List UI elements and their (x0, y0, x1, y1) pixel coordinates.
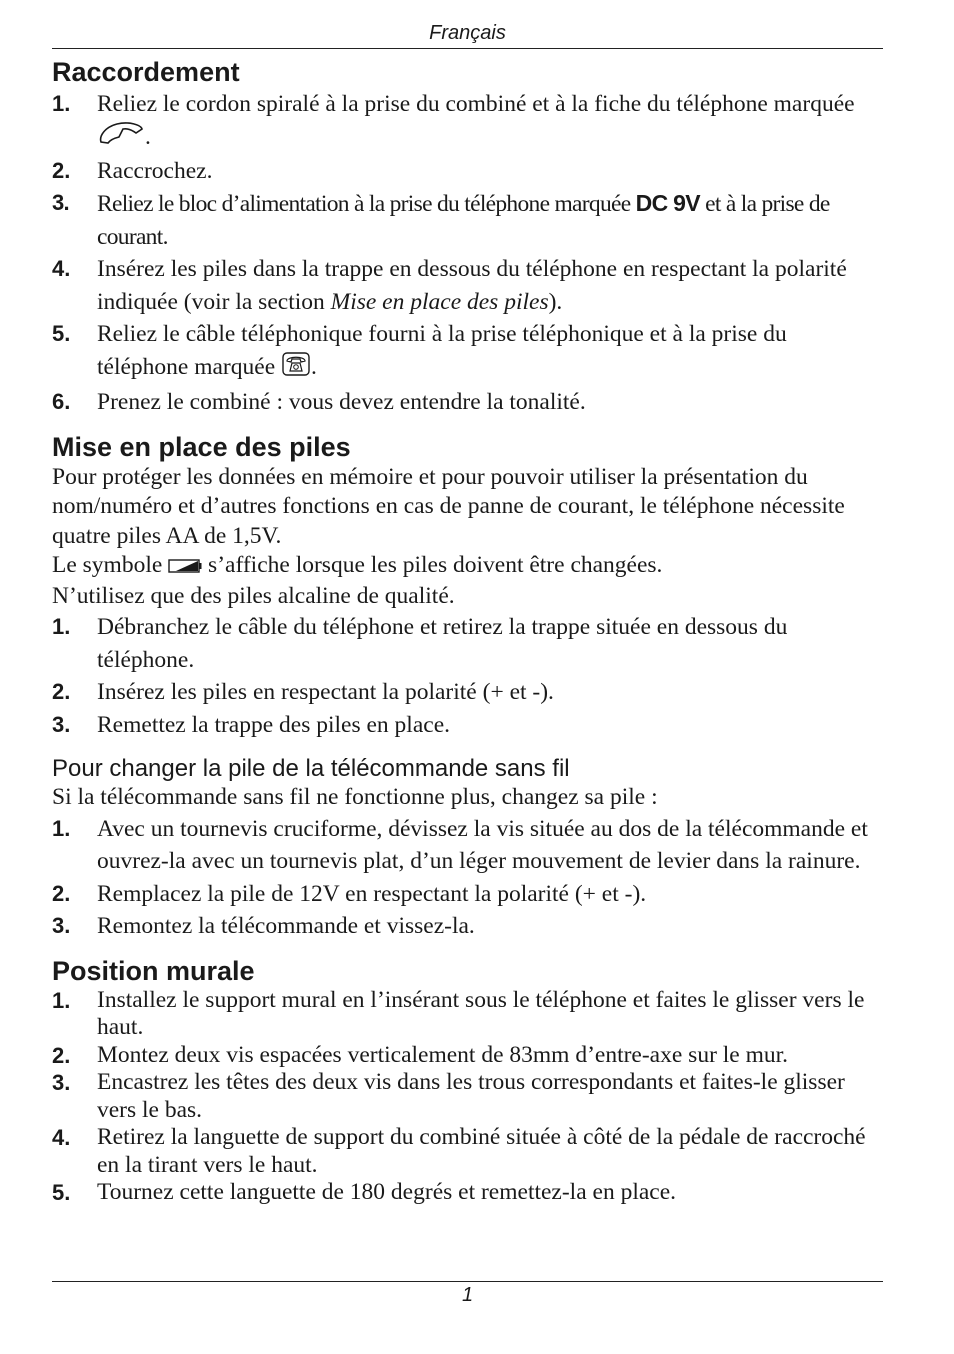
step-text: Reliez le câble téléphonique fourni à la prise téléphonique et à la prise du téléphone marquée (97, 321, 787, 380)
list-item (52, 611, 883, 676)
step-end: . (311, 354, 317, 380)
manual-page (52, 0, 883, 1354)
step-number: 1. (52, 614, 71, 640)
step-end: et à la prise de courant. (97, 191, 830, 250)
list-item (52, 253, 883, 318)
piles-symbol-line (52, 551, 883, 581)
step-text: Remontez la télécommande et vissez-la. (97, 913, 475, 940)
footer-rule (52, 1281, 883, 1282)
step-number: 5. (52, 1180, 71, 1206)
step-end: . (145, 123, 151, 150)
step-number: 5. (52, 321, 71, 347)
list-item (52, 386, 883, 419)
steps-raccordement (52, 88, 883, 419)
step-text: Retirez la languette de support du combiné située à côté de la pédale de raccroché en la tirant vers le haut. (97, 1124, 866, 1178)
step-number: 2. (52, 1042, 71, 1068)
step-number: 1. (52, 815, 71, 841)
step-text: Installez le support mural en l’insérant sous le téléphone et faites le glisser vers le haut. (97, 986, 865, 1041)
step-number: 3. (52, 1070, 71, 1096)
step-text: Débranchez le câble du téléphone et retirez la trappe située en dessous du téléphone. (97, 614, 788, 673)
list-item (52, 878, 883, 911)
section-title-raccordement: Raccordement (52, 57, 240, 87)
step-text: Montez deux vis espacées verticalement de 83mm d’entre-axe sur le mur. (97, 1041, 789, 1068)
list-item (52, 987, 883, 1042)
page-number: 1 (461, 1284, 474, 1306)
step-text: Encastrez les têtes des deux vis dans les trous correspondants et faites-le glisser vers le bas. (97, 1069, 845, 1123)
step-number: 2. (52, 880, 71, 906)
steps-telecommande (52, 813, 883, 943)
handset-icon (97, 121, 145, 155)
steps-murale (52, 987, 883, 1207)
list-item (52, 88, 883, 155)
step-number: 2. (52, 679, 71, 705)
step-text: Prenez le combiné : vous devez entendre la tonalité. (97, 389, 586, 416)
dc-label: DC 9V (635, 190, 700, 217)
page-content (52, 56, 883, 1207)
section-title-telecommande: Pour changer la pile de la télécommande sans fil (52, 755, 570, 783)
section-raccordement (52, 56, 883, 419)
list-item (52, 910, 883, 943)
step-text: Reliez le cordon spiralé à la prise du combiné et à la fiche du téléphone marquée (97, 91, 855, 117)
piles-alkaline: N’utilisez que des piles alcaline de qualité. (52, 582, 455, 609)
section-telecommande (52, 755, 883, 943)
symbol-before: Le symbole (52, 552, 163, 579)
list-item (52, 1179, 883, 1207)
step-number: 4. (52, 256, 71, 282)
header-language: Français (429, 22, 506, 44)
section-piles (52, 431, 883, 741)
section-title-murale: Position murale (52, 955, 255, 986)
step-number: 2. (52, 157, 71, 183)
list-item (52, 1124, 883, 1179)
header-rule (52, 48, 883, 49)
section-reference: Mise en place des piles (330, 288, 549, 315)
step-number: 6. (52, 389, 71, 415)
step-number: 1. (52, 91, 71, 116)
step-text: Raccrochez. (97, 157, 213, 184)
step-text: Tournez cette languette de 180 degrés et remettez-la en place. (97, 1179, 677, 1206)
step-number: 3. (52, 190, 69, 216)
list-item (52, 1042, 883, 1070)
step-text: Remettez la trappe des piles en place. (97, 711, 450, 738)
step-number: 4. (52, 1125, 71, 1151)
step-text: Remplacez la pile de 12V en respectant la polarité (+ et -). (97, 880, 647, 907)
list-item (52, 676, 883, 709)
list-item (52, 155, 883, 188)
section-title-piles: Mise en place des piles (52, 431, 351, 462)
telephone-icon (281, 351, 311, 387)
step-number: 3. (52, 711, 71, 737)
step-number: 3. (52, 913, 71, 939)
step-text: Reliez le bloc d’alimentation à la prise du téléphone marquée (97, 191, 631, 218)
list-item (52, 1069, 883, 1124)
list-item (52, 187, 883, 253)
piles-intro: Pour protéger les données en mémoire et pour pouvoir utiliser la présentation du nom/numéro et d’autres fonctions en cas de panne de courant, le téléphone nécessite quatre piles AA de 1,5V. (52, 463, 845, 549)
step-text: Insérez les piles dans la trappe en dessous du téléphone en respectant la polarité indiquée (voir la section (97, 256, 847, 315)
telecommande-intro: Si la télécommande sans fil ne fonctionne plus, changez sa pile : (52, 784, 658, 811)
battery-icon (168, 552, 202, 582)
list-item (52, 709, 883, 742)
list-item (52, 813, 883, 878)
list-item (52, 318, 883, 386)
symbol-after: s’affiche lorsque les piles doivent être changées. (208, 552, 663, 579)
section-murale (52, 955, 883, 1207)
step-text: Avec un tournevis cruciforme, dévissez la vis située au dos de la télécommande et ouvrez-la avec un tournevis plat, d’un léger mouvement de levier dans la rainure. (97, 815, 868, 875)
step-text: Insérez les piles en respectant la polarité (+ et -). (97, 679, 554, 706)
step-number: 1. (52, 987, 71, 1013)
steps-piles (52, 611, 883, 741)
step-end: ). (548, 288, 563, 315)
